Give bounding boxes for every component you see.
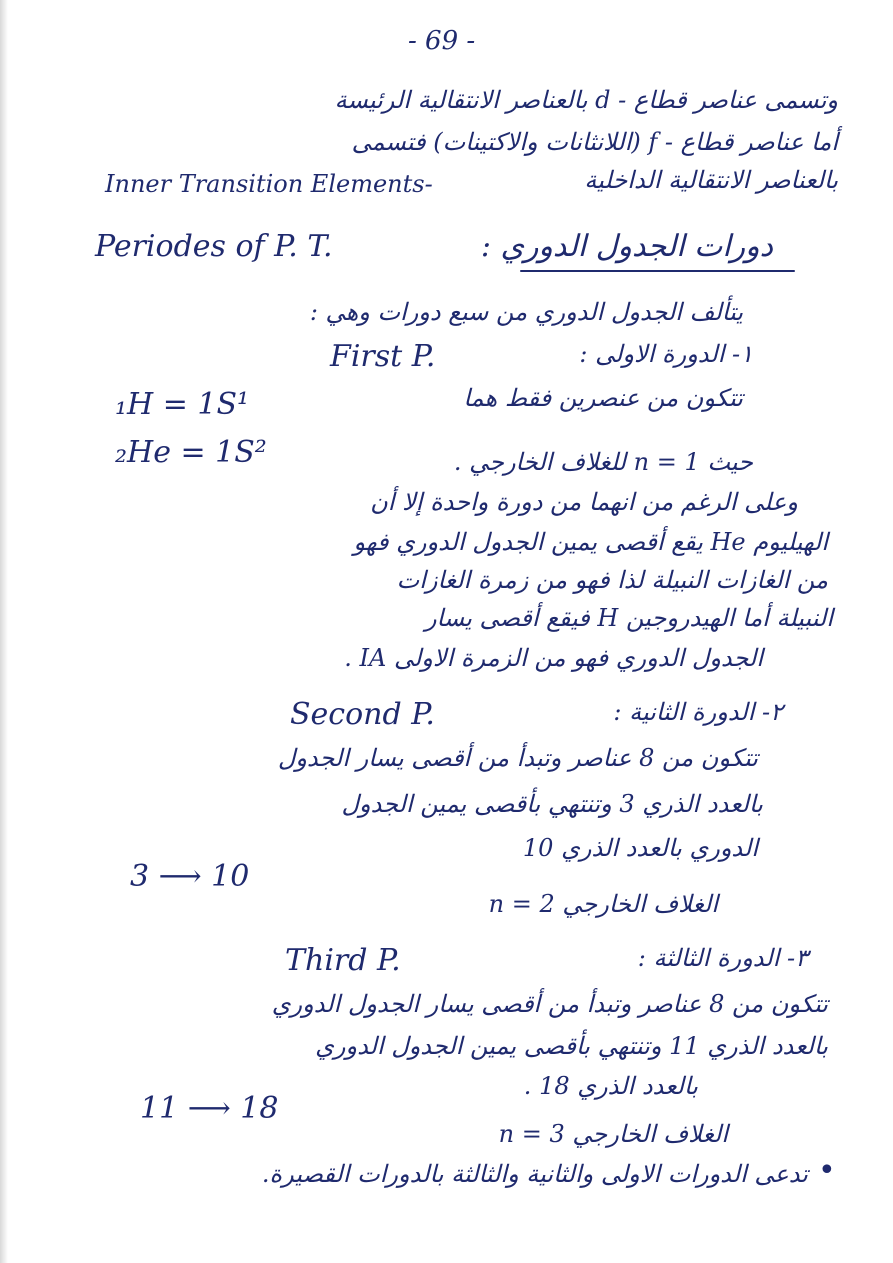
first-period-heading-arabic: ١- الدورة الاولى :: [579, 340, 753, 368]
section-title-arabic: دورات الجدول الدوري :: [480, 229, 773, 264]
helium-configuration: ₂He = 1S²: [115, 435, 267, 470]
first-period-line-7: الجدول الدوري فهو من الزمرة الاولى IA .: [344, 644, 763, 672]
intro-line-3-english: Inner Transition Elements-: [105, 170, 433, 198]
first-period-line-3: وعلى الرغم من انهما من دورة واحدة إلا أن: [370, 488, 798, 516]
first-period-line-4: الهيليوم He يقع أقصى يمين الجدول الدوري فهو: [353, 528, 828, 556]
third-period-line-1: تتكون من 8 عناصر وتبدأ من أقصى يسار الجدول الدوري: [271, 990, 828, 1018]
second-period-range: 3 ⟶ 10: [130, 859, 250, 894]
second-period-line-3: الدوري بالعدد الذري 10: [522, 834, 758, 862]
intro-line-1: وتسمى عناصر قطاع - d بالعناصر الانتقالية الرئيسة: [334, 86, 838, 114]
note-text: تدعى الدورات الاولى والثانية والثالثة بالدورات القصيرة.: [261, 1160, 808, 1188]
first-period-line-5: من الغازات النبيلة لذا فهو من زمرة الغازات: [396, 566, 828, 594]
second-period-heading-english: Second P.: [290, 697, 435, 732]
second-period-heading-arabic: ٢- الدورة الثانية :: [613, 698, 783, 726]
section-title-english: Periodes of P. T.: [95, 229, 333, 264]
first-period-line-6: النبيلة أما الهيدروجين H فيقع أقصى يسار: [424, 604, 833, 632]
first-period-line-1: تتكون من عنصرين فقط هما: [463, 384, 743, 412]
second-period-line-1: تتكون من 8 عناصر وتبدأ من أقصى يسار الجدول: [277, 744, 758, 772]
third-period-heading-english: Third P.: [285, 943, 401, 978]
second-period-line-2: بالعدد الذري 3 وتنتهي بأقصى يمين الجدول: [341, 790, 763, 818]
first-period-line-2: حيث n = 1 للغلاف الخارجي .: [453, 448, 753, 476]
section-intro: يتألف الجدول الدوري من سبع دورات وهي :: [309, 298, 743, 326]
hydrogen-configuration: ₁H = 1S¹: [115, 387, 250, 422]
section-title-underline: [520, 270, 795, 272]
first-period-heading-english: First P.: [330, 339, 436, 374]
second-period-line-4: الغلاف الخارجي n = 2: [488, 890, 718, 918]
third-period-range: 11 ⟶ 18: [140, 1091, 279, 1126]
third-period-line-3: بالعدد الذري 18 .: [523, 1072, 698, 1100]
third-period-heading-arabic: ٣- الدورة الثالثة :: [637, 944, 808, 972]
scan-edge-shadow: [0, 0, 8, 1263]
page-number: - 69 -: [408, 26, 476, 56]
intro-line-2: أما عناصر قطاع - f (اللانثانات والاكتينات) فتسمى: [351, 128, 838, 156]
third-period-line-2: بالعدد الذري 11 وتنتهي بأقصى يمين الجدول الدوري: [315, 1032, 828, 1060]
note-bullet: •: [818, 1153, 836, 1188]
third-period-line-4: الغلاف الخارجي n = 3: [498, 1120, 728, 1148]
intro-line-3-arabic: بالعناصر الانتقالية الداخلية: [584, 166, 838, 194]
